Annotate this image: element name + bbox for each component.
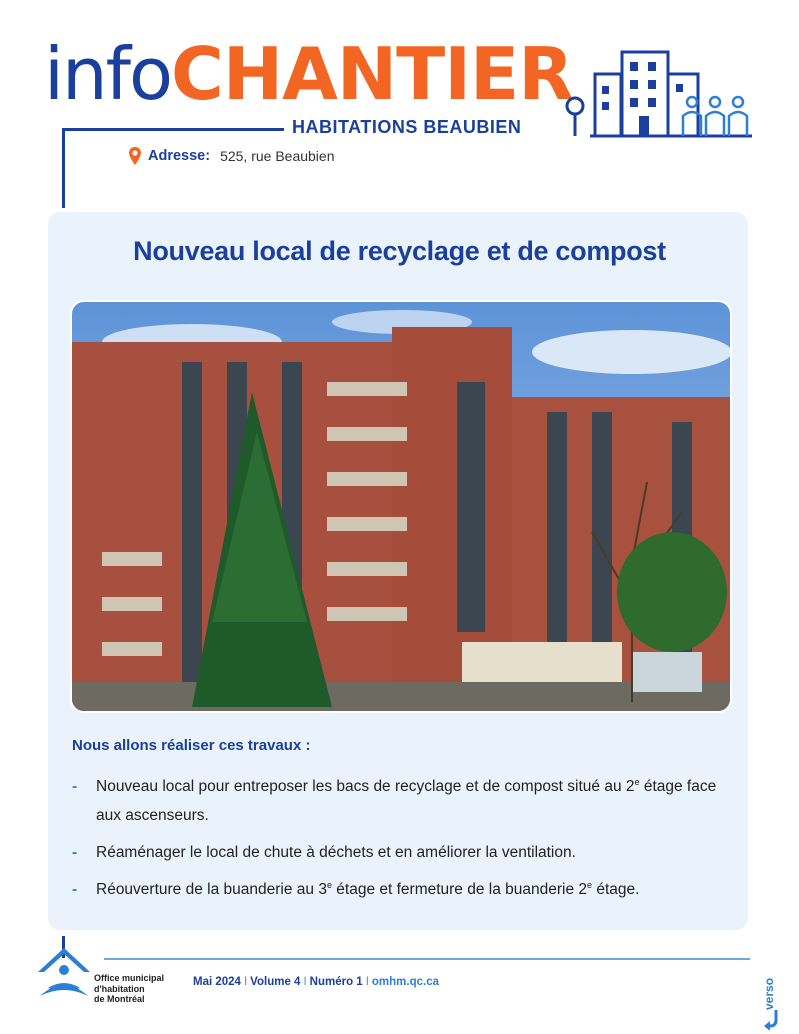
works-list bbox=[72, 772, 732, 912]
issue-volume: Volume 4 bbox=[250, 976, 301, 988]
address-row bbox=[128, 146, 335, 166]
brand-chantier: CHANTIER bbox=[171, 32, 573, 116]
verso-link[interactable] bbox=[762, 968, 782, 1028]
works-intro: Nous allons réaliser ces travaux : bbox=[72, 737, 311, 754]
panel-title: Nouveau local de recyclage et de compost bbox=[133, 236, 666, 266]
project-subtitle: HABITATIONS BEAUBIEN bbox=[292, 117, 522, 137]
brand-info: info bbox=[44, 32, 172, 116]
list-item: - Nouveau local pour entreposer les bacs de recyclage et de compost situé au 2e étage face aux ascenseurs. bbox=[72, 772, 732, 830]
website-link[interactable]: omhm.qc.ca bbox=[371, 976, 439, 988]
building-photo-illustration bbox=[72, 302, 730, 711]
list-bullet: - bbox=[72, 844, 78, 861]
buildings-people-icon bbox=[562, 44, 754, 140]
verso-label: verso bbox=[762, 977, 776, 1010]
list-item: - Réaménager le local de chute à déchets et en améliorer la ventilation. bbox=[72, 838, 732, 867]
issue-info: Mai 2024 I Volume 4 I Numéro 1 I omhm.qc.ca bbox=[193, 976, 439, 988]
list-bullet: - bbox=[72, 778, 78, 795]
location-pin-icon bbox=[128, 146, 142, 166]
footer-divider bbox=[104, 958, 750, 960]
address-label: Adresse: bbox=[148, 148, 211, 164]
issue-date: Mai 2024 bbox=[193, 976, 241, 988]
header-vertical-rule bbox=[62, 128, 65, 208]
omhm-logo-icon bbox=[34, 944, 94, 1004]
omhm-org-name: Office municipal d'habitation de Montréal bbox=[94, 973, 165, 1004]
address-value: 525, rue Beaubien bbox=[220, 148, 335, 164]
list-bullet: - bbox=[72, 881, 78, 898]
header-divider bbox=[62, 128, 284, 131]
turn-page-arrow-icon bbox=[762, 1008, 782, 1030]
issue-number: Numéro 1 bbox=[309, 976, 363, 988]
brand-title bbox=[44, 32, 573, 118]
list-item: - Réouverture de la buanderie au 3e étage et fermeture de la buanderie 2e étage. bbox=[72, 875, 732, 904]
building-photo bbox=[70, 300, 732, 713]
